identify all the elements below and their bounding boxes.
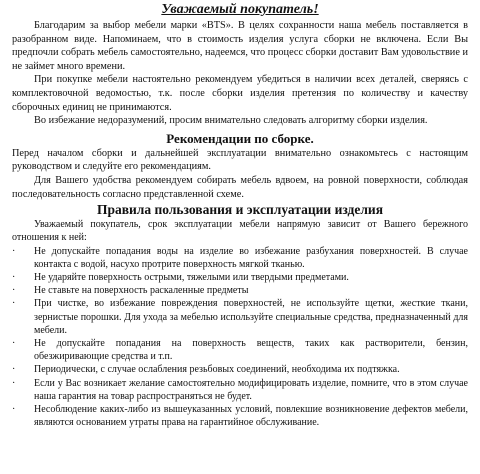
usage-rule: [12, 377, 468, 403]
assembly-heading: Рекомендации по сборке.: [166, 130, 314, 146]
usage-rule: [12, 363, 468, 376]
intro-paragraph: При покупке мебели настоятельно рекомендуем убедиться в наличии всех деталей, сверяясь с комплектовочной ведомостью, т.к. после сборки изделия претензия по количеству и качеству сборочных единиц не принимаются.: [12, 74, 468, 113]
intro-section: [12, 19, 468, 128]
intro-paragraph: Во избежание недоразумений, просим внимательно следовать алгоритму сборки изделия.: [34, 115, 428, 127]
usage-section: [12, 218, 468, 429]
usage-rule-text: При чистке, во избежание повреждения поверхностей, не используйте щетки, жесткие ткани, зернистые порошки. Для ухода за мебелью используйте специальные средства, предназначенный для мебели.: [34, 298, 468, 336]
usage-rule-text: Не допускайте попадания воды на изделие во избежание разбухания поверхностей. В случае контакта с водой, насухо протрите поверхность мягкой тканью.: [34, 245, 468, 270]
usage-rule-text: Периодически, с случае ослабления резьбовых соединений, необходима их подтяжка.: [34, 364, 400, 376]
page-title: Уважаемый покупатель!: [161, 2, 319, 17]
usage-rule-text: Не допускайте попадания на поверхность веществ, таких как растворители, бензин, обезжиривающие средства и т.п.: [34, 337, 468, 363]
usage-lead: Уважаемый покупатель, срок эксплуатации мебели напрямую зависит от Вашего бережного отношения к ней:: [12, 219, 468, 244]
usage-rule: [12, 245, 468, 271]
usage-heading: Правила пользования и эксплуатации изделия: [96, 202, 384, 218]
bullet-mark: ·: [12, 364, 16, 376]
bullet-mark: ·: [12, 245, 16, 257]
assembly-paragraph: Для Вашего удобства рекомендуем собирать мебель вдвоем, на ровной поверхности, соблюдая последовательность согласно представленной схеме.: [12, 174, 468, 200]
usage-rule: [12, 403, 468, 429]
intro-paragraph: Благодарим за выбор мебели марки «BTS». В целях сохранности наша мебель поставляется в разобранном виде. Напоминаем, что в стоимость изделия услуга сборки не включена. Если Вы предпочли собрать мебель самостоятельно, надеемся, что процесс сборки доставит Вам удовольствие и не займет много времени.: [12, 20, 468, 72]
bullet-mark: ·: [12, 377, 16, 389]
bullet-mark: ·: [12, 337, 16, 349]
usage-rule-text: Не ставьте на поверхность раскаленные предметы: [34, 285, 249, 297]
bullet-mark: ·: [12, 271, 16, 283]
usage-rule: [12, 337, 468, 363]
usage-rule-text: Не ударяйте поверхность острыми, тяжелыми или твердыми предметами.: [34, 271, 349, 283]
bullet-mark: ·: [12, 403, 16, 415]
bullet-mark: ·: [12, 285, 16, 297]
assembly-section: [12, 147, 468, 201]
assembly-paragraph: Перед началом сборки и дальнейшей эксплуатации внимательно ознакомьтесь с настоящим руководством и следуйте его рекомендациям.: [12, 147, 468, 173]
usage-rule-text: Несоблюдение каких-либо из вышеуказанных условий, повлекшие возникновение дефектов мебели, являются основанием утраты права на гарантийное обслуживание.: [34, 403, 468, 429]
usage-rule: [12, 271, 468, 284]
usage-rule: [12, 297, 468, 337]
usage-rule-text: Если у Вас возникает желание самостоятельно модифицировать изделие, помните, что в этом случае наша гарантия на товар распространяться не будет.: [34, 377, 468, 402]
bullet-mark: ·: [12, 298, 16, 310]
usage-rule: [12, 284, 468, 297]
